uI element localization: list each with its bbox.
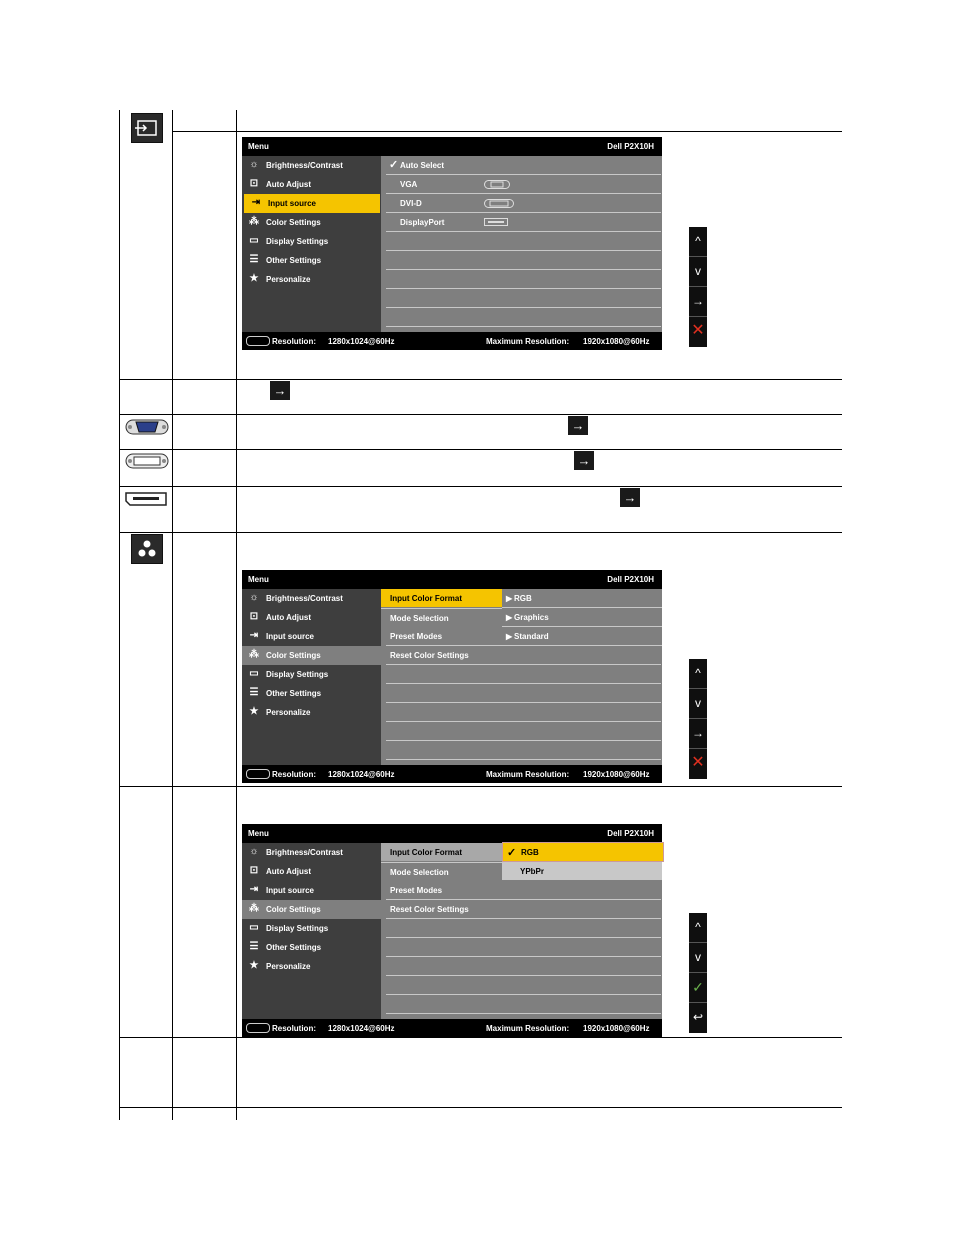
empty-row xyxy=(386,722,661,741)
auto-adjust-icon: ⊡ xyxy=(249,178,259,189)
up-button[interactable]: ^ xyxy=(695,920,701,934)
check-icon: ✓ xyxy=(389,159,399,171)
enter-button[interactable]: → xyxy=(692,726,704,740)
star-icon: ★ xyxy=(249,960,259,971)
sun-icon: ☼ xyxy=(249,159,259,170)
menu-item-other-settings[interactable]: ☰ Other Settings xyxy=(249,687,322,698)
empty-row xyxy=(386,665,661,684)
empty-row xyxy=(386,308,661,327)
triangle-right-icon: ▶ xyxy=(506,613,513,622)
empty-row xyxy=(386,741,661,760)
osd-main-menu xyxy=(242,589,381,765)
menu-item-brightness[interactable]: ☼ Brightness/Contrast xyxy=(249,159,343,170)
menu-item-personalize[interactable]: ★ Personalize xyxy=(249,706,311,717)
connector-icon xyxy=(246,769,270,779)
display-icon: ▭ xyxy=(249,668,259,679)
down-button[interactable]: v xyxy=(695,696,701,710)
osd-main-menu xyxy=(242,843,381,1019)
empty-row xyxy=(386,995,661,1014)
check-button[interactable]: ✓ xyxy=(692,979,704,995)
up-button[interactable]: ^ xyxy=(695,234,701,248)
empty-row xyxy=(386,251,661,270)
option-displayport[interactable]: DisplayPort xyxy=(386,213,661,232)
triangle-right-icon: ▶ xyxy=(506,632,513,641)
option-vga[interactable]: VGA xyxy=(386,175,661,194)
option-input-color-format[interactable]: Input Color Format xyxy=(381,589,502,607)
menu-item-color-settings[interactable]: ⁂ Color Settings xyxy=(249,216,321,227)
row-line xyxy=(119,786,842,787)
down-button[interactable]: v xyxy=(695,950,701,964)
color-dots-icon: ⁂ xyxy=(249,216,259,227)
empty-row xyxy=(386,232,661,251)
sliders-icon: ☰ xyxy=(249,941,259,952)
menu-item-display-settings[interactable]: ▭ Display Settings xyxy=(249,668,329,679)
row-line xyxy=(119,1037,842,1038)
input-icon: ⇥ xyxy=(249,630,259,641)
empty-row xyxy=(386,957,661,976)
menu-item-input-source[interactable]: ⇥ Input source xyxy=(249,884,315,895)
sun-icon: ☼ xyxy=(249,846,259,857)
value-graphics: ▶ Graphics xyxy=(502,608,662,627)
empty-row xyxy=(386,703,661,722)
empty-row xyxy=(386,270,661,289)
input-source-icon xyxy=(131,113,163,143)
control-buttons xyxy=(689,659,707,779)
osd-submenu xyxy=(381,156,662,332)
empty-row xyxy=(386,289,661,308)
sliders-icon: ☰ xyxy=(249,687,259,698)
col-divider-3 xyxy=(236,110,237,1120)
input-icon: ⇥ xyxy=(251,197,261,208)
back-button[interactable]: ↩ xyxy=(692,1010,704,1024)
sliders-icon: ☰ xyxy=(249,254,259,265)
menu-item-input-source[interactable]: ⇥ Input source xyxy=(244,194,380,213)
value-rgb: ▶ RGB xyxy=(502,589,662,608)
row-line xyxy=(119,449,842,450)
control-buttons xyxy=(689,227,707,347)
row-line xyxy=(119,1107,842,1108)
option-mode-selection[interactable]: Mode Selection xyxy=(381,608,502,627)
auto-adjust-icon: ⊡ xyxy=(249,611,259,622)
color-dots-icon: ⁂ xyxy=(249,649,259,660)
option-preset-modes[interactable]: Preset Modes xyxy=(386,881,661,900)
option-auto-select[interactable]: ✓ Auto Select xyxy=(386,156,661,175)
check-icon: ✓ xyxy=(507,847,517,859)
empty-row xyxy=(386,976,661,995)
menu-item-personalize[interactable]: ★ Personalize xyxy=(249,273,311,284)
right-arrow-icon: → xyxy=(620,488,640,507)
sun-icon: ☼ xyxy=(249,592,259,603)
option-preset-modes[interactable]: Preset Modes xyxy=(386,627,661,646)
menu-item-color-settings[interactable]: ⁂ Color Settings xyxy=(242,646,381,665)
down-button[interactable]: v xyxy=(695,264,701,278)
vga-connector-icon xyxy=(125,418,169,441)
connector-icon xyxy=(246,336,270,346)
auto-adjust-icon: ⊡ xyxy=(249,865,259,876)
display-icon: ▭ xyxy=(249,235,259,246)
option-dvi-d[interactable]: DVI-D xyxy=(386,194,661,213)
osd-footer: Resolution: 1280x1024@60Hz Maximum Resolution: 1920x1080@60Hz xyxy=(242,765,662,783)
osd-header: Menu Dell P2X10H xyxy=(242,570,662,589)
dvi-connector-icon xyxy=(484,199,514,208)
display-icon: ▭ xyxy=(249,922,259,933)
empty-row xyxy=(386,919,661,938)
star-icon: ★ xyxy=(249,273,259,284)
row-line xyxy=(119,379,842,380)
vga-connector-icon xyxy=(484,180,510,189)
menu-item-other-settings[interactable]: ☰ Other Settings xyxy=(249,254,322,265)
osd-footer: Resolution: 1280x1024@60Hz Maximum Resolution: 1920x1080@60Hz xyxy=(242,1019,662,1037)
menu-item-display-settings[interactable]: ▭ Display Settings xyxy=(249,235,329,246)
triangle-right-icon: ▶ xyxy=(506,594,513,603)
menu-item-auto-adjust[interactable]: ⊡ Auto Adjust xyxy=(249,611,312,622)
option-mode-selection[interactable]: Mode Selection xyxy=(381,862,502,881)
close-button[interactable]: ✕ xyxy=(691,322,705,339)
option-reset-color[interactable]: Reset Color Settings xyxy=(386,646,661,665)
row-line xyxy=(172,131,842,132)
menu-item-display-settings[interactable]: ▭ Display Settings xyxy=(249,922,329,933)
right-arrow-icon: → xyxy=(568,416,588,435)
row-line xyxy=(119,486,842,487)
menu-item-other-settings[interactable]: ☰ Other Settings xyxy=(249,941,322,952)
color-dots-icon: ⁂ xyxy=(249,903,259,914)
row-line xyxy=(119,532,842,533)
col-divider-1 xyxy=(119,110,120,1120)
connector-icon xyxy=(246,1023,270,1033)
color-settings-icon xyxy=(131,534,163,564)
value-standard: ▶ Standard xyxy=(502,627,662,646)
osd-input-color-format xyxy=(242,824,662,1037)
option-input-color-format[interactable]: Input Color Format xyxy=(381,843,502,861)
menu-item-brightness[interactable]: ☼ Brightness/Contrast xyxy=(249,592,343,603)
empty-row xyxy=(386,938,661,957)
osd-input-source xyxy=(242,137,662,350)
displayport-connector-icon xyxy=(484,218,508,226)
osd-header: Menu Dell P2X10H xyxy=(242,824,662,843)
menu-item-auto-adjust[interactable]: ⊡ Auto Adjust xyxy=(249,178,312,189)
enter-button[interactable]: → xyxy=(692,294,704,308)
displayport-connector-icon xyxy=(125,491,167,512)
value-rgb-selected[interactable]: ✓ RGB xyxy=(502,842,664,862)
up-button[interactable]: ^ xyxy=(695,666,701,680)
osd-model: Dell P2X10H xyxy=(607,142,654,151)
control-buttons xyxy=(689,913,707,1033)
osd-menu-title: Menu xyxy=(248,142,269,151)
menu-item-color-settings[interactable]: ⁂ Color Settings xyxy=(242,900,381,919)
menu-item-input-source[interactable]: ⇥ Input source xyxy=(249,630,315,641)
option-reset-color[interactable]: Reset Color Settings xyxy=(386,900,661,919)
right-arrow-icon: → xyxy=(574,451,594,470)
osd-main-menu xyxy=(242,156,381,332)
menu-item-brightness[interactable]: ☼ Brightness/Contrast xyxy=(249,846,343,857)
input-icon: ⇥ xyxy=(249,884,259,895)
empty-row xyxy=(386,684,661,703)
right-arrow-icon: → xyxy=(270,381,290,400)
dvi-connector-icon xyxy=(125,452,169,475)
osd-footer: Resolution: 1280x1024@60Hz Maximum Resolution: 1920x1080@60Hz xyxy=(242,332,662,350)
col-divider-2 xyxy=(172,110,173,1120)
row-line xyxy=(119,414,842,415)
close-button[interactable]: ✕ xyxy=(691,754,705,771)
menu-item-auto-adjust[interactable]: ⊡ Auto Adjust xyxy=(249,865,312,876)
value-ypbpr[interactable]: YPbPr xyxy=(502,862,662,880)
osd-color-settings xyxy=(242,570,662,783)
star-icon: ★ xyxy=(249,706,259,717)
osd-header xyxy=(242,137,662,156)
menu-item-personalize[interactable]: ★ Personalize xyxy=(249,960,311,971)
